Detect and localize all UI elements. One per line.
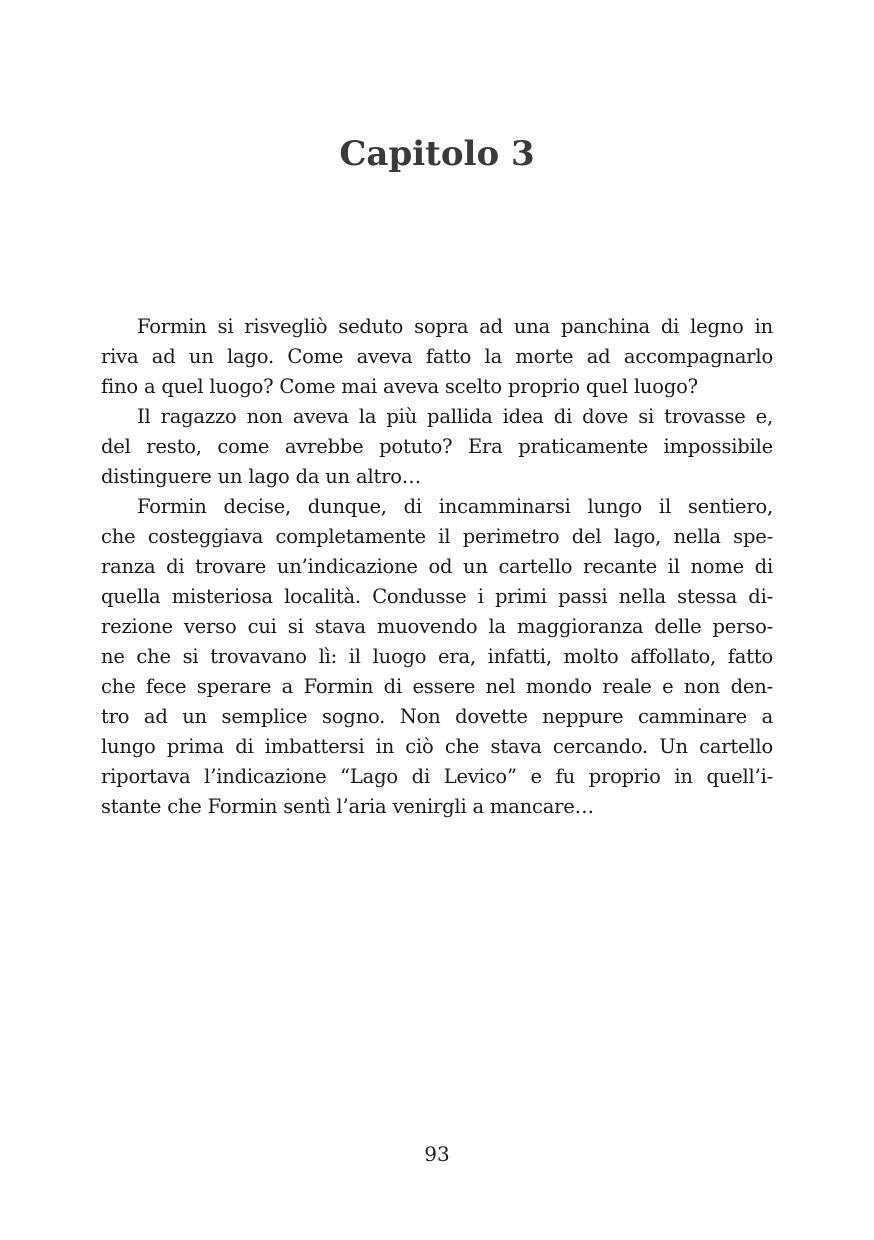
paragraph-2-line-2: del resto, come avrebbe potuto? Era praticamente impossibile: [101, 435, 773, 458]
paragraph-3-line-4: quella misteriosa località. Condusse i primi passi nella stessa di-: [101, 585, 773, 608]
paragraph-2-line-1: Il ragazzo non aveva la più pallida idea di dove si trovasse e,: [137, 405, 773, 428]
paragraph-1-line-2: riva ad un lago. Come aveva fatto la morte ad accompagnarlo: [101, 345, 773, 368]
page-number: 93: [424, 1142, 450, 1166]
paragraph-1-line-3: fino a quel luogo? Come mai aveva scelto proprio quel luogo?: [101, 375, 698, 398]
paragraph-3-line-1: Formin decise, dunque, di incamminarsi lungo il sentiero,: [137, 495, 773, 518]
paragraph-3-line-8: tro ad un semplice sogno. Non dovette neppure camminare a: [101, 705, 773, 728]
paragraph-2-line-3: distinguere un lago da un altro…: [101, 465, 422, 488]
paragraph-3-line-11: stante che Formin sentì l’aria venirgli a mancare…: [101, 795, 594, 818]
paragraph-3-line-6: ne che si trovavano lì: il luogo era, infatti, molto affollato, fatto: [101, 645, 773, 668]
paragraph-3-line-3: ranza di trovare un’indicazione od un cartello recante il nome di: [101, 555, 773, 578]
paragraph-3-line-9: lungo prima di imbattersi in ciò che stava cercando. Un cartello: [101, 735, 773, 758]
body-text: [101, 312, 773, 822]
paragraph-1-line-1: Formin si risvegliò seduto sopra ad una panchina di legno in: [137, 315, 773, 338]
paragraph-3-line-5: rezione verso cui si stava muovendo la maggioranza delle perso-: [101, 615, 773, 638]
paragraph-3-line-2: che costeggiava completamente il perimetro del lago, nella spe-: [101, 525, 773, 548]
paragraph-3-line-10: riportava l’indicazione “Lago di Levico” e fu proprio in quell’i-: [101, 765, 773, 788]
paragraph-3-line-7: che fece sperare a Formin di essere nel mondo reale e non den-: [101, 675, 773, 698]
chapter-title: Capitolo 3: [339, 134, 535, 174]
